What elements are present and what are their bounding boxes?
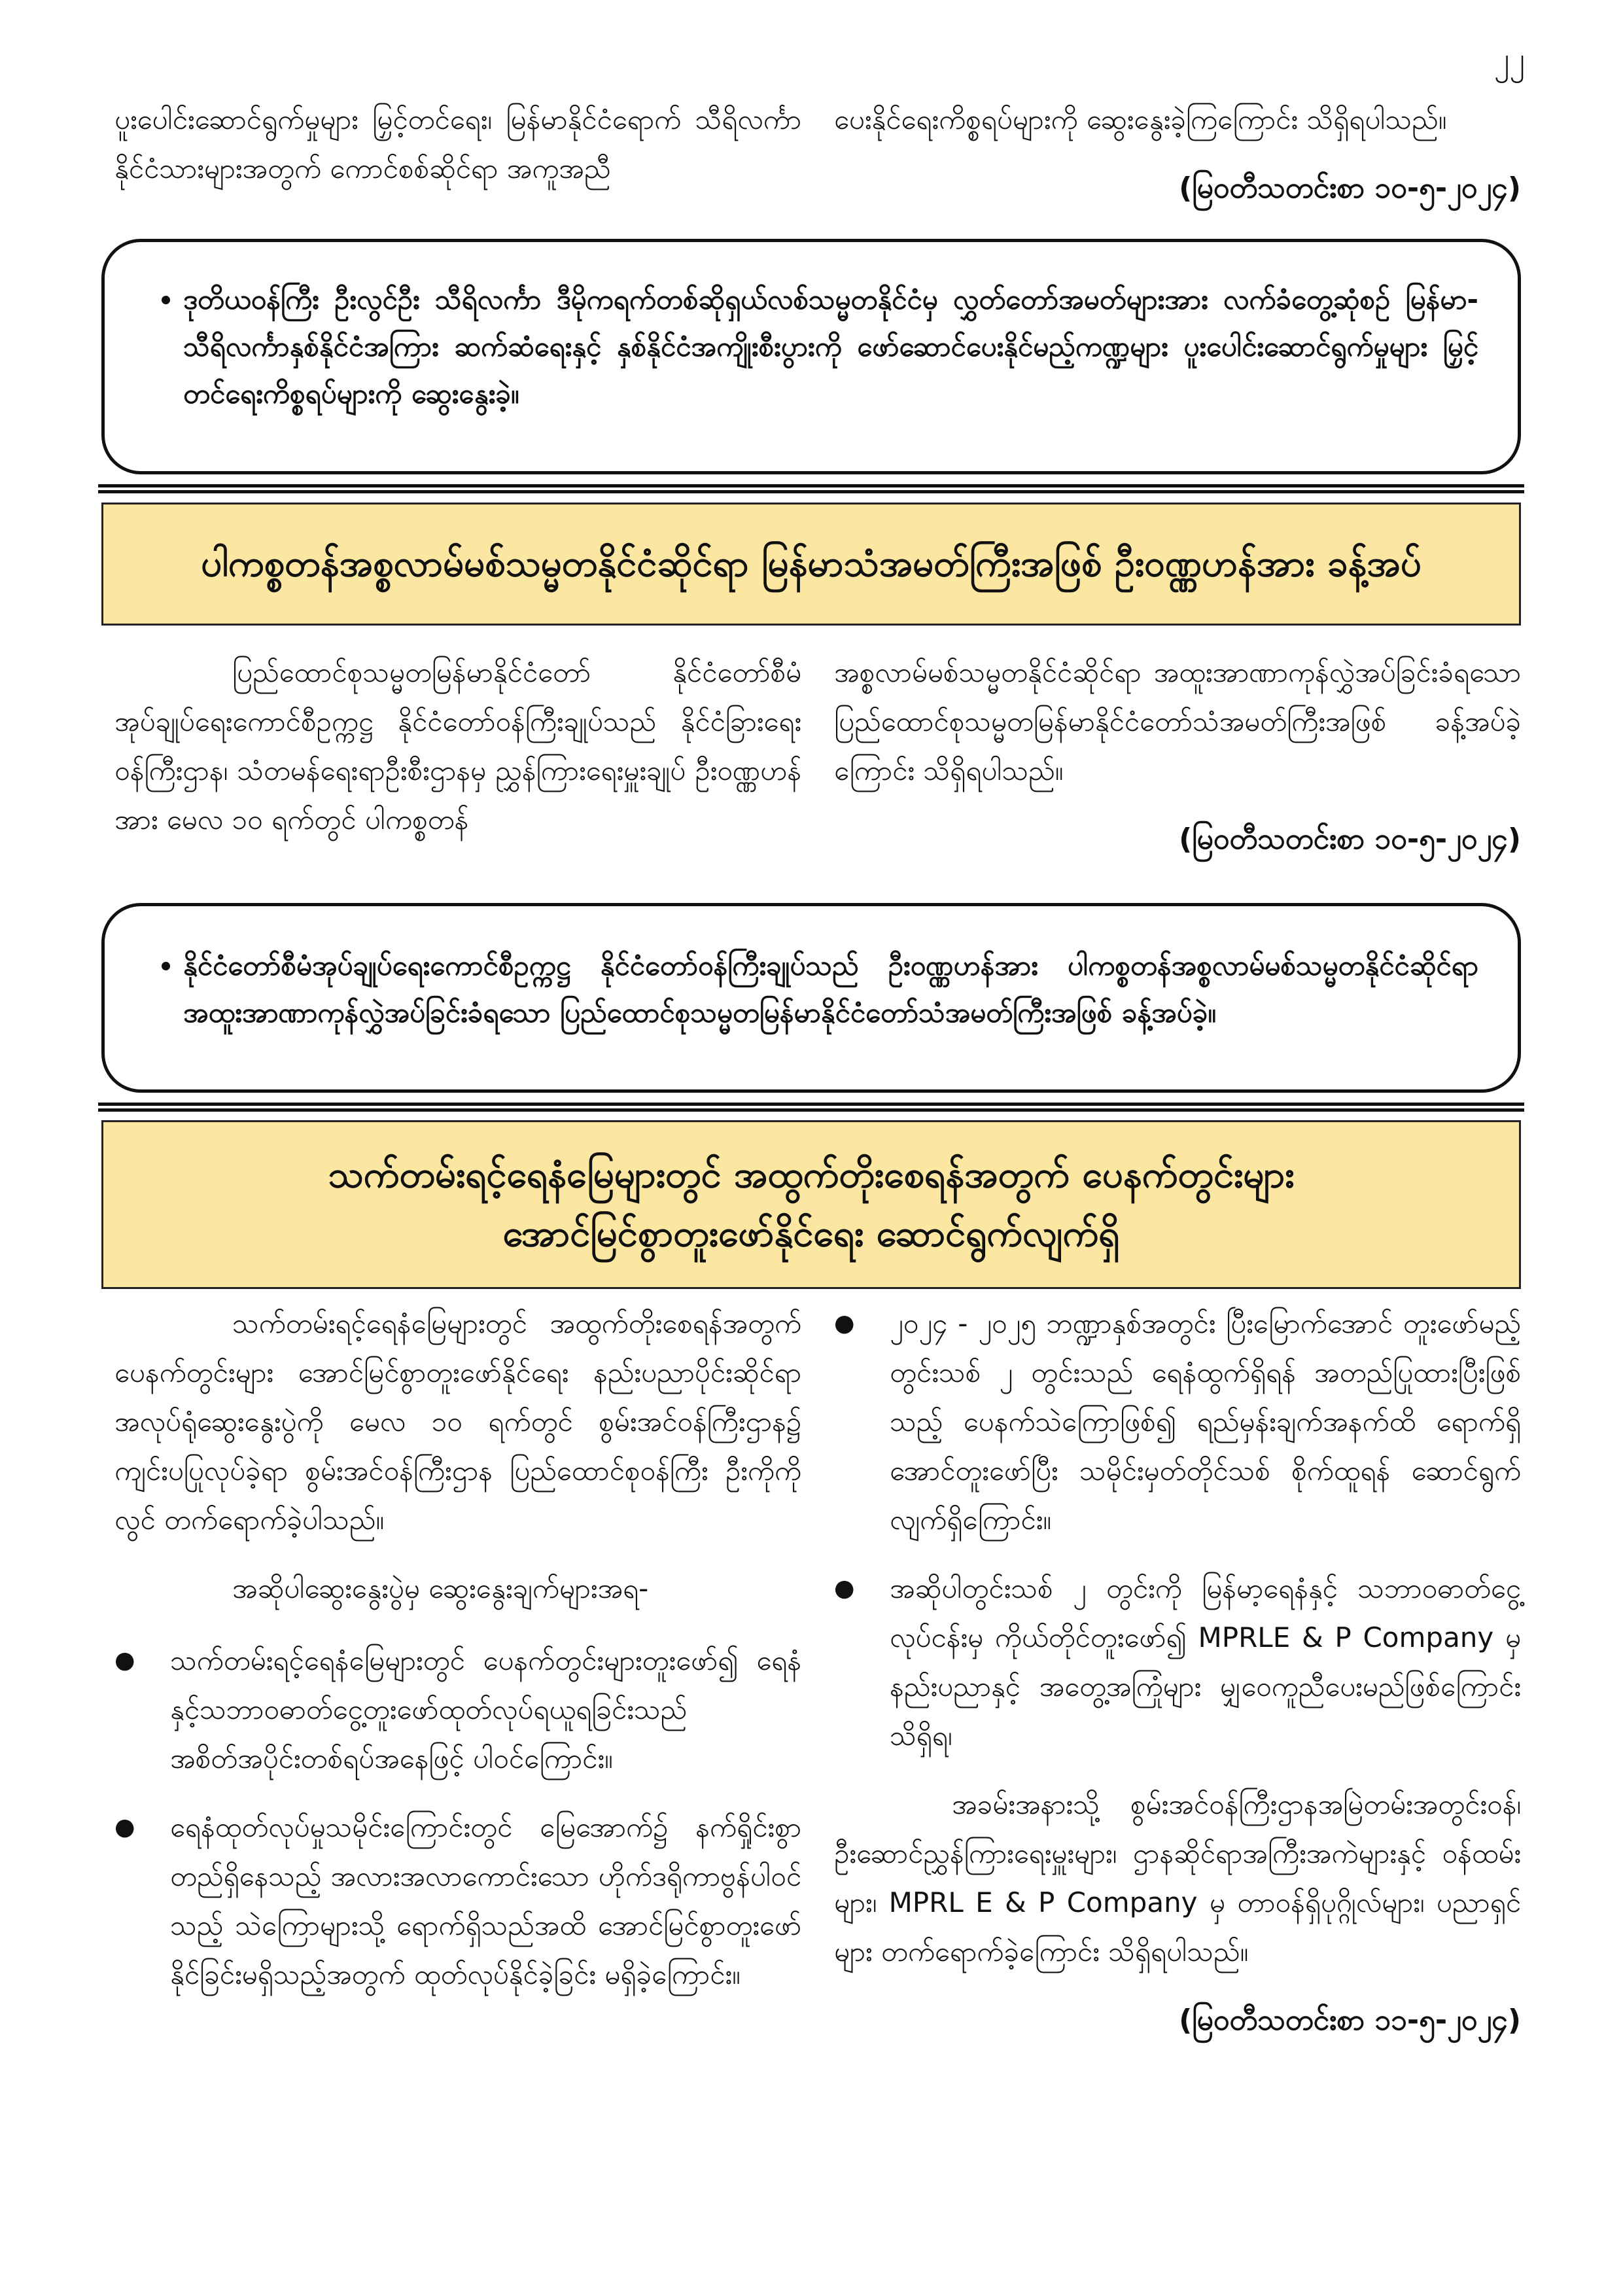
story1-left-text: ပူးပေါင်းဆောင်ရွက်မှုများ မြှင့်တင်ရေး၊ မြန်မာနိုင်ငံရောက် သီရိလင်္ကာနိုင်ငံသားများအတွက် ကောင်စစ်ဆိုင်ရာ အကူအညီ	[114, 103, 801, 185]
story3-bullets-right	[834, 1299, 1521, 1760]
list-item: ● သက်တမ်းရင့်ရေနံမြေများတွင် ပေနက်တွင်းများတူးဖော်၍ ရေနံနှင့်သဘာဝဓာတ်ငွေ့တူးဖော်ထုတ်လုပ်ရယူရခြင်းသည် အစိတ်အပိုင်းတစ်ရပ်အနေဖြင့် ပါဝင်ကြောင်း။	[114, 1636, 801, 1783]
story2-right-column	[834, 648, 1521, 863]
story2-source: (မြဝတီသတင်းစာ ၁၀-၅-၂၀၂၄)	[1179, 822, 1521, 856]
story3-left-column	[114, 1299, 801, 2044]
divider	[98, 1103, 1524, 1112]
story3-closing: အခမ်းအနားသို့ စွမ်းအင်ဝန်ကြီးဌာနအမြဲတမ်းအတွင်းဝန်၊ ဦးဆောင်ညွှန်ကြားရေးမှူးများ၊ ဌာနဆိုင်ရာအကြီးအကဲများနှင့် ဝန်ထမ်းများ၊ MPRL E & P Company မှ တာဝန်ရှိပုဂ္ဂိုလ်များ၊ ပညာရှင်များ တက်ရောက်ခဲ့ကြောင်း သိရှိရပါသည်။	[834, 1788, 1521, 1968]
story1-source: (မြဝတီသတင်းစာ ၁၀-၅-၂၀၂၄)	[1179, 171, 1521, 205]
story1-left-column	[114, 95, 801, 212]
story1-right-column	[834, 95, 1521, 212]
story3-intro: သက်တမ်းရင့်ရေနံမြေများတွင် အထွက်တိုးစေရန်အတွက် ပေနက်တွင်းများ အောင်မြင်စွာတူးဖော်နိုင်ရေး နည်းပညာပိုင်းဆိုင်ရာ အလုပ်ရုံဆွေးနွေးပွဲကို မေလ ၁၀ ရက်တွင် စွမ်းအင်ဝန်ကြီးဌာန၌ ကျင်းပပြုလုပ်ခဲ့ရာ စွမ်းအင်ဝန်ကြီးဌာန ပြည်ထောင်စုဝန်ကြီး ဦးကိုကိုလွင် တက်ရောက်ခဲ့ပါသည်။	[114, 1307, 801, 1536]
story1-columns	[114, 95, 1521, 212]
story1-summary: • ဒုတိယဝန်ကြီး ဦးလွင်ဦး သီရိလင်္ကာ ဒီမိုကရက်တစ်ဆိုရှယ်လစ်သမ္မတနိုင်ငံမှ လွှတ်တော်အမတ်များအား လက်ခံတွေ့ဆုံစဉ် မြန်မာ-သီရိလင်္ကာနှစ်နိုင်ငံအကြား ဆက်ဆံရေးနှင့် နှစ်နိုင်ငံအကျိုးစီးပွားကို ဖော်ဆောင်ပေးနိုင်မည့်ကဏ္ဍများ ပူးပေါင်းဆောင်ရွက်မှုများ မြှင့်တင်ရေးကိစ္စရပ်များကို ဆွေးနွေးခဲ့။	[183, 276, 1478, 417]
story3-headline-line1: သက်တမ်းရင့်ရေနံမြေများတွင် အထွက်တိုးစေရန်အတွက် ပေနက်တွင်းများ	[328, 1154, 1295, 1196]
story2-left-text: ပြည်ထောင်စုသမ္မတမြန်မာနိုင်ငံတော် နိုင်ငံတော်စီမံအုပ်ချုပ်ရေးကောင်စီဥက္ကဋ္ဌ နိုင်ငံတော်ဝန်ကြီးချုပ်သည် နိုင်ငံခြားရေးဝန်ကြီးဌာန၊ သံတမန်ရေးရာဦးစီးဌာနမှ ညွှန်ကြားရေးမှူးချုပ် ဦးဝဏ္ဏဟန်အား မေလ ၁၀ ရက်တွင် ပါကစ္စတန်	[114, 656, 801, 836]
story3-source: (မြဝတီသတင်းစာ ၁၁-၅-၂၀၂၄)	[1179, 2004, 1521, 2037]
story2-summary: • နိုင်ငံတော်စီမံအုပ်ချုပ်ရေးကောင်စီဥက္ကဋ္ဌ နိုင်ငံတော်ဝန်ကြီးချုပ်သည် ဦးဝဏ္ဏဟန်အား ပါကစ္စတန်အစ္စလာမ်မစ်သမ္မတနိုင်ငံဆိုင်ရာ အထူးအာဏာကုန်လွှဲအပ်ခြင်းခံရသော ပြည်ထောင်စုသမ္မတမြန်မာနိုင်ငံတော်သံအမတ်ကြီးအဖြစ် ခန့်အပ်ခဲ့။	[183, 942, 1478, 1036]
story1-summary-box	[101, 239, 1521, 474]
story3-columns	[114, 1299, 1521, 2044]
story2-right-text: အစ္စလာမ်မစ်သမ္မတနိုင်ငံဆိုင်ရာ အထူးအာဏာကုန်လွှဲအပ်ခြင်းခံရသော ပြည်ထောင်စုသမ္မတမြန်မာနိုင်ငံတော်သံအမတ်ကြီးအဖြစ် ခန့်အပ်ခဲ့ကြောင်း သိရှိရပါသည်။	[834, 656, 1521, 786]
page-number: ၂၂	[1493, 41, 1525, 77]
story2-headline-box	[101, 503, 1521, 626]
story2-summary-box	[101, 903, 1521, 1093]
story3-right-column	[834, 1299, 1521, 2044]
story2-left-column	[114, 648, 801, 863]
story3-headline-line2: အောင်မြင်စွာတူးဖော်နိုင်ရေး ဆောင်ရွက်လျက်ရှိ	[502, 1212, 1120, 1255]
story3-lead: အဆိုပါဆွေးနွေးပွဲမှ ဆွေးနွေးချက်များအရ-	[232, 1572, 649, 1604]
story1-right-text: ပေးနိုင်ရေးကိစ္စရပ်များကို ဆွေးနွေးခဲ့ကြကြောင်း သိရှိရပါသည်။	[834, 103, 1447, 135]
list-item: ● ရေနံထုတ်လုပ်မှုသမိုင်းကြောင်းတွင် မြေအောက်၌ နက်ရှိုင်းစွာ တည်ရှိနေသည့် အလားအလာကောင်းသော ဟိုက်ဒရိုကာဗွန်ပါဝင်သည့် သဲကြောများသို့ ရောက်ရှိသည်အထိ အောင်မြင်စွာတူးဖော်နိုင်ခြင်းမရှိသည့်အတွက် ထုတ်လုပ်နိုင်ခဲ့ခြင်း မရှိခဲ့ကြောင်း။	[114, 1803, 801, 1999]
list-item: ● ၂၀၂၄ - ၂၀၂၅ ဘဏ္ဍာနှစ်အတွင်း ပြီးမြောက်အောင် တူးဖော်မည့် တွင်းသစ် ၂ တွင်းသည် ရေနံထွက်ရှိရန် အတည်ပြုထားပြီးဖြစ်သည့် ပေနက်သဲကြောဖြစ်၍ ရည်မှန်းချက်အနက်ထိ ရောက်ရှိအောင်တူးဖော်ပြီး သမိုင်းမှတ်တိုင်သစ် စိုက်ထူရန် ဆောင်ရွက်လျက်ရှိကြောင်း။	[834, 1299, 1521, 1544]
story2-headline: ပါကစ္စတန်အစ္စလာမ်မစ်သမ္မတနိုင်ငံဆိုင်ရာ မြန်မာသံအမတ်ကြီးအဖြစ် ဦးဝဏ္ဏဟန်အား ခန့်အပ်	[201, 542, 1422, 585]
story2-columns	[114, 648, 1521, 863]
divider	[98, 484, 1524, 493]
list-item: ● အဆိုပါတွင်းသစ် ၂ တွင်းကို မြန်မာ့ရေနံနှင့် သဘာဝဓာတ်ငွေ့လုပ်ငန်းမှ ကိုယ်တိုင်တူးဖော်၍ MPRLE & P Company မှ နည်းပညာနှင့် အတွေ့အကြုံများ မျှဝေကူညီပေးမည်ဖြစ်ကြောင်း သိရှိရ၊	[834, 1564, 1521, 1760]
story3-headline-box	[101, 1120, 1521, 1289]
story3-bullets-left	[114, 1636, 801, 1999]
